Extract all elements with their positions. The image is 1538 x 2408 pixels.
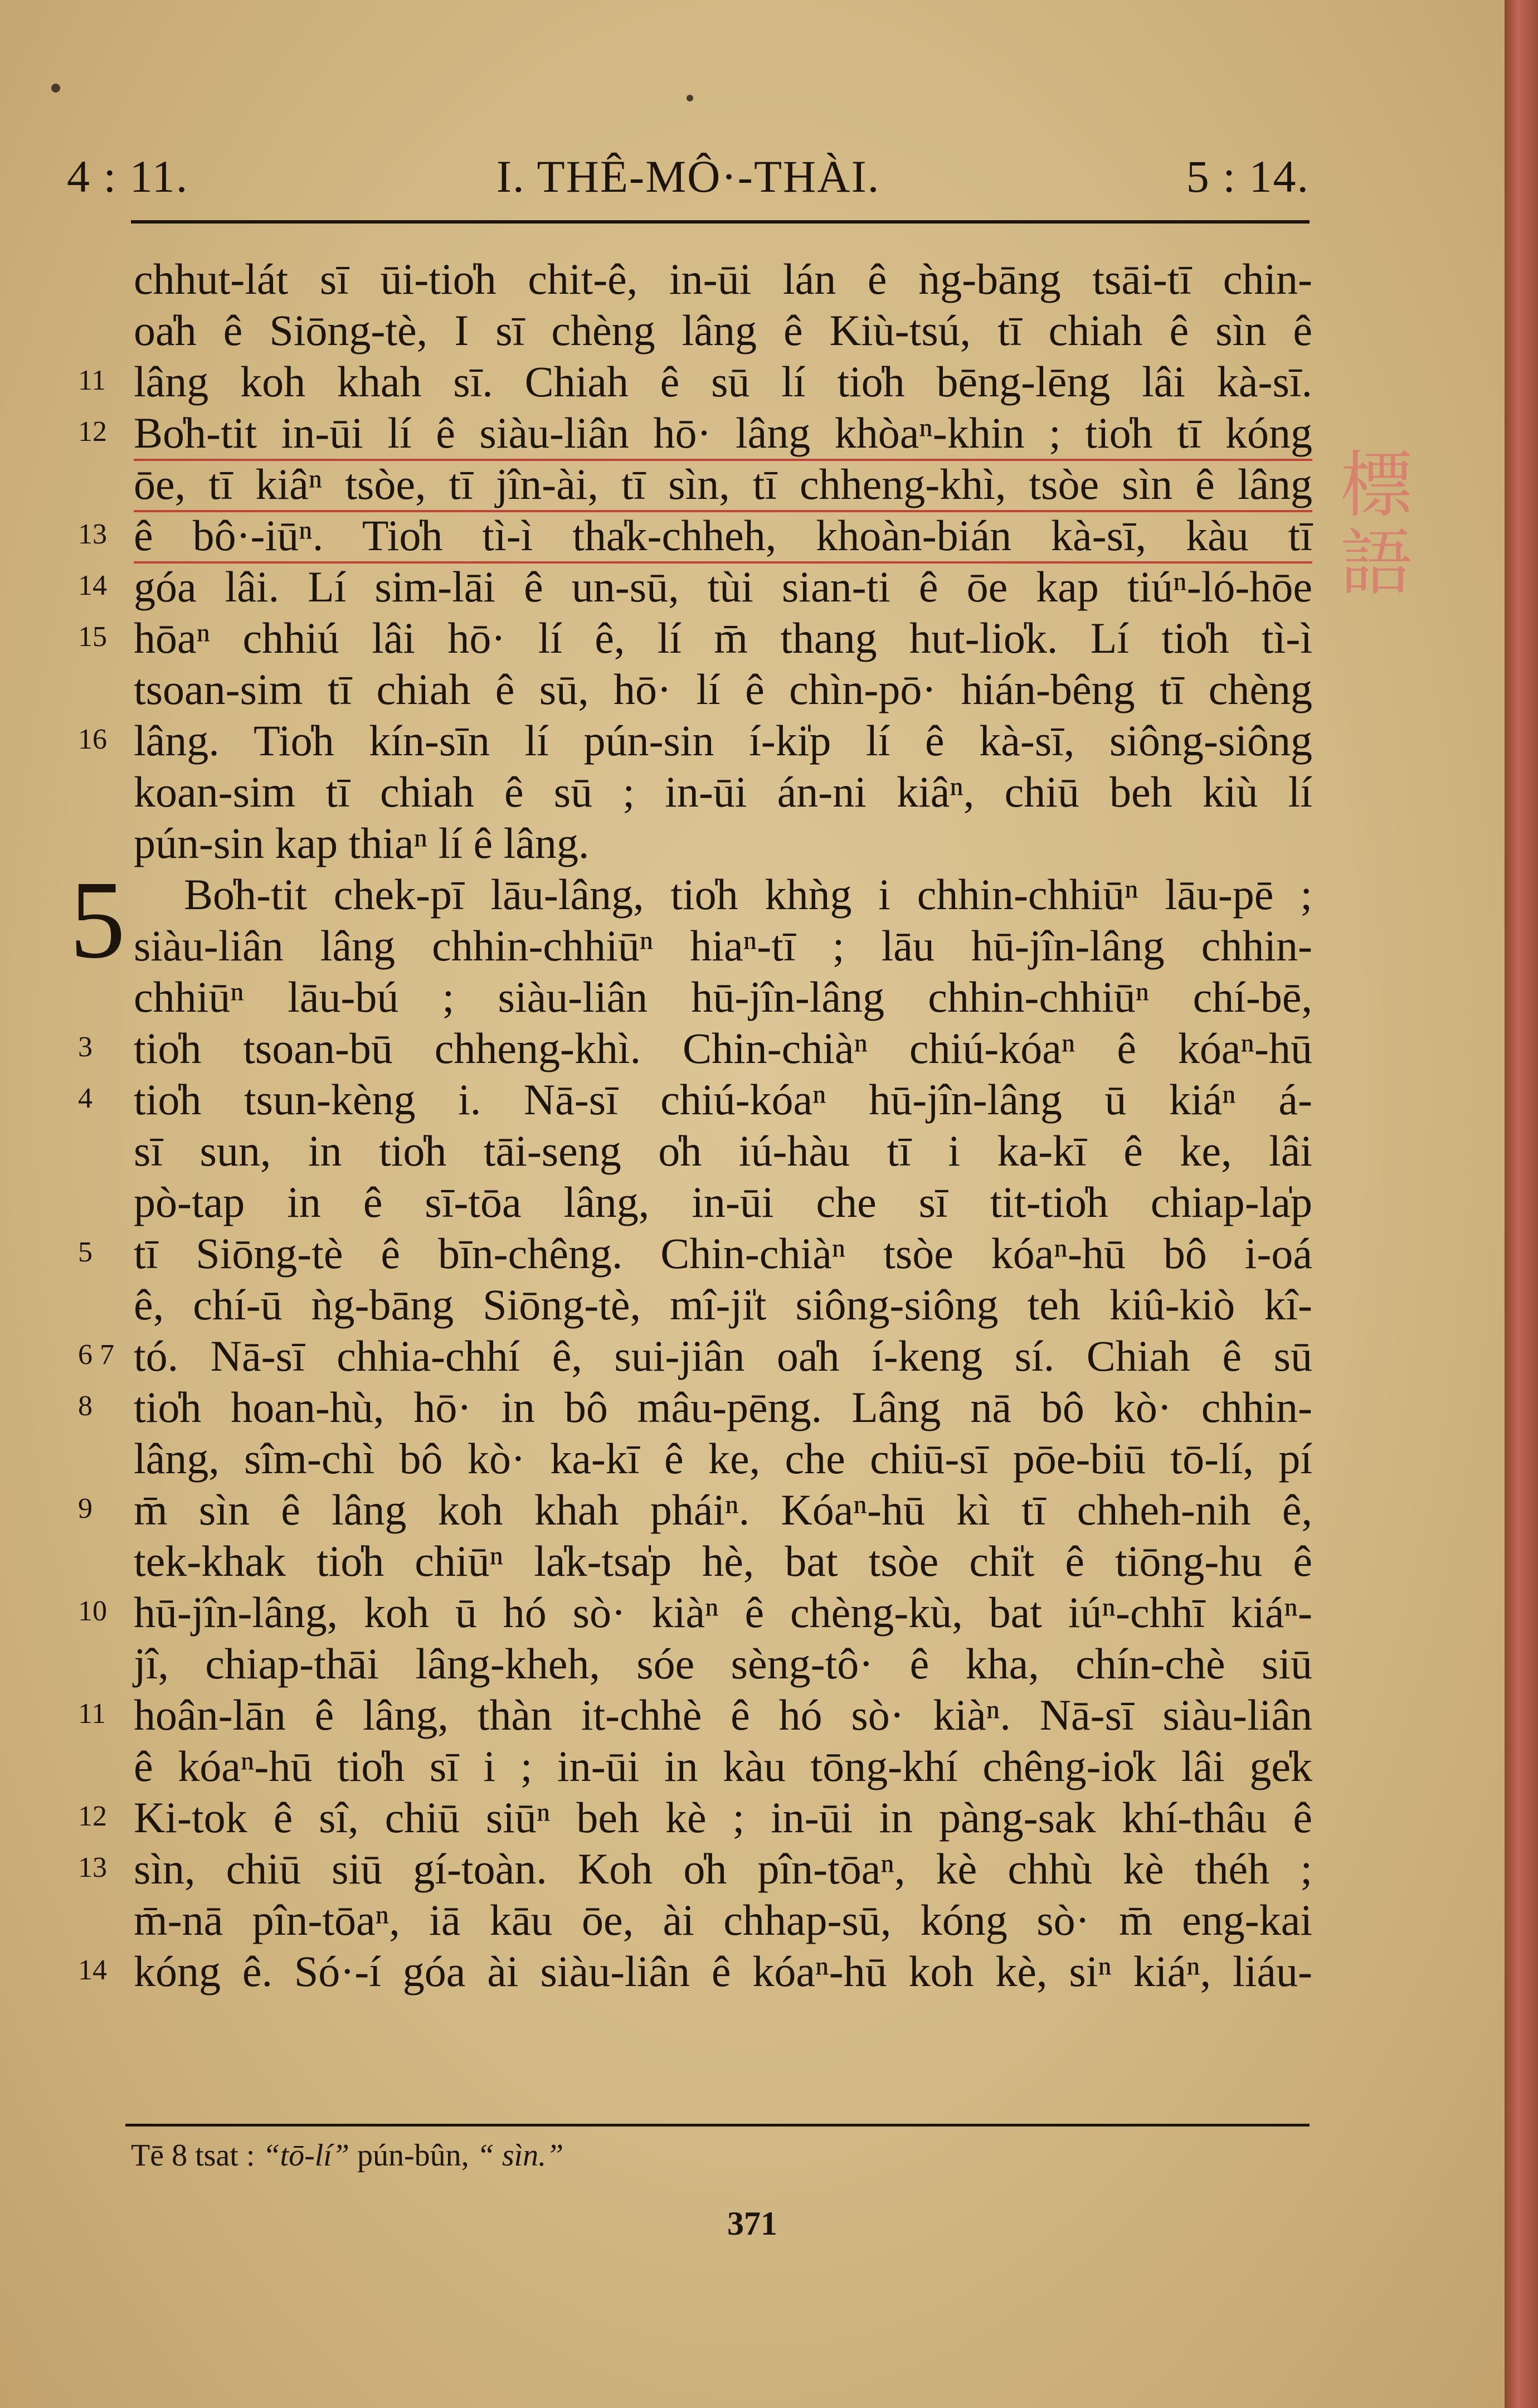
header-chapter-end: 5 : 14. — [1186, 151, 1310, 202]
text-line — [78, 1433, 1321, 1484]
verse-number: 11 — [78, 1698, 106, 1730]
verse-number: 15 — [78, 621, 107, 653]
verse-text: tī Siōng-tè ê bīn-chêng. Chin-chiàⁿ tsòe kóaⁿ-hū bô i-oá — [134, 1229, 1312, 1278]
verse-number: 14 — [78, 570, 107, 601]
verse-number: 12 — [78, 416, 107, 448]
verse-number: 10 — [78, 1595, 107, 1627]
verse-number: 3 — [78, 1031, 93, 1063]
header-title: I. THÊ-MÔ·-THÀI. — [496, 151, 880, 202]
verse-number: 12 — [78, 1800, 107, 1832]
text-line — [78, 1177, 1321, 1228]
verse-text: hōaⁿ chhiú lâi hō· lí ê, lí m̄ thang hut-lio̍k. Lí tio̍h tì-ì — [134, 614, 1312, 662]
verse-text: m̄-nā pîn-tōaⁿ, iā kāu ōe, ài chhap-sū, kóng sò· m̄ eng-kai — [134, 1896, 1312, 1944]
running-header — [67, 151, 1310, 212]
text-line — [78, 305, 1321, 356]
header-chapter-start: 4 : 11. — [67, 151, 189, 202]
page-edge — [1505, 0, 1538, 2408]
verse-number: 14 — [78, 1954, 107, 1986]
verse-text: lâng. Tio̍h kín-sīn lí pún-sin í-ki̍p lí ê kà-sī, siông-siông — [134, 716, 1312, 765]
footnote-quote-original: “tō-lí” — [262, 2138, 350, 2173]
text-line — [78, 766, 1321, 818]
footnote-quote-alt: “ sìn.” — [476, 2138, 564, 2173]
page-number: 371 — [727, 2205, 777, 2242]
verse-text: koan-sim tī chiah ê sū ; in-ūi án-ni kiâⁿ, chiū beh kiù lí — [134, 768, 1312, 816]
text-line — [78, 1741, 1321, 1792]
text-line — [78, 510, 1321, 561]
text-line — [78, 1382, 1321, 1433]
text-line — [78, 1895, 1321, 1946]
verse-number: 5 — [78, 1236, 93, 1268]
text-line — [78, 1331, 1321, 1382]
chapter-number: 5 — [70, 858, 125, 982]
text-line — [78, 1125, 1321, 1177]
text-line — [78, 1690, 1321, 1741]
verse-text: ê bô·-iūⁿ. Tio̍h tì-ì tha̍k-chheh, khoàn-bián kà-sī, kàu tī — [134, 510, 1312, 564]
text-line — [78, 818, 1321, 869]
text-line — [78, 356, 1321, 407]
verse-text: kóng ê. Só·-í góa ài siàu-liân ê kóaⁿ-hū koh kè, siⁿ kiáⁿ, liáu- — [134, 1947, 1312, 1996]
verse-number: 8 — [78, 1390, 93, 1422]
verse-text: tó. Nā-sī chhia-chhí ê, sui-jiân oa̍h í-keng sí. Chiah ê sū — [134, 1332, 1312, 1380]
verse-text: siàu-liân lâng chhin-chhiūⁿ hiaⁿ-tī ; lāu hū-jîn-lâng chhin- — [134, 921, 1312, 970]
verse-text: ê, chí-ū ǹg-bāng Siōng-tè, mî-ji̍t siông-siông teh kiû-kiò kî- — [134, 1280, 1312, 1329]
text-line — [78, 715, 1321, 766]
verse-number: 16 — [78, 724, 107, 755]
verse-text: hū-jîn-lâng, koh ū hó sò· kiàⁿ ê chèng-kù, bat iúⁿ-chhī kiáⁿ- — [134, 1588, 1312, 1637]
text-line — [78, 1587, 1321, 1638]
verse-number: 13 — [78, 518, 107, 550]
footnote-rule — [125, 2124, 1310, 2127]
verse-text: tio̍h hoan-hù, hō· in bô mâu-pēng. Lâng nā bô kò· chhin- — [134, 1383, 1312, 1431]
verse-text: sī sun, in tio̍h tāi-seng o̍h iú-hàu tī i ka-kī ê ke, lâi — [134, 1127, 1312, 1175]
verse-text: ê kóaⁿ-hū tio̍h sī i ; in-ūi in kàu tōng-khí chêng-io̍k lâi ge̍k — [134, 1742, 1312, 1790]
verse-text: Ki-tok ê sî, chiū siūⁿ beh kè ; in-ūi in pàng-sak khí-thâu ê — [134, 1793, 1312, 1842]
verse-text: tio̍h tsun-kèng i. Nā-sī chiú-kóaⁿ hū-jîn-lâng ū kiáⁿ á- — [134, 1075, 1312, 1124]
verse-number: 9 — [78, 1493, 93, 1525]
text-line — [78, 664, 1321, 715]
verse-text: ōe, tī kiâⁿ tsòe, tī jîn-ài, tī sìn, tī chheng-khì, tsòe sìn ê lâng — [134, 459, 1312, 512]
text-line — [78, 1946, 1321, 1997]
ink-speck — [687, 95, 693, 101]
verse-number: 13 — [78, 1852, 107, 1883]
verse-text: lâng, sîm-chì bô kò· ka-kī ê ke, che chiū-sī pōe-biū tō-lí, pí — [134, 1434, 1312, 1483]
footnote — [131, 2138, 563, 2173]
verse-text: tek-khak tio̍h chiūⁿ la̍k-tsa̍p hè, bat tsòe chi̍t ê tiōng-hu ê — [134, 1537, 1312, 1585]
verse-text: pò-tap in ê sī-tōa lâng, in-ūi che sī tit-tio̍h chiap-la̍p — [134, 1178, 1312, 1226]
text-line — [78, 613, 1321, 664]
text-line — [78, 1023, 1321, 1074]
text-line — [78, 1279, 1321, 1331]
text-line — [78, 1638, 1321, 1690]
verse-text: pún-sin kap thiaⁿ lí ê lâng. — [134, 819, 590, 867]
text-line — [78, 1536, 1321, 1587]
text-line — [78, 1843, 1321, 1895]
verse-text: oa̍h ê Siōng-tè, I sī chèng lâng ê Kiù-tsú, tī chiah ê sìn ê — [134, 306, 1312, 355]
verse-text: Bo̍h-tit chek-pī lāu-lâng, tio̍h khǹg i chhin-chhiūⁿ lāu-pē ; — [184, 870, 1312, 919]
text-line — [78, 407, 1321, 459]
text-line — [78, 972, 1321, 1023]
header-rule — [131, 220, 1310, 224]
verse-text: m̄ sìn ê lâng koh khah pháiⁿ. Kóaⁿ-hū kì tī chheh-nih ê, — [134, 1485, 1312, 1534]
text-line — [78, 561, 1321, 613]
ink-speck — [51, 84, 60, 93]
text-line — [78, 459, 1321, 510]
verse-number: 4 — [78, 1082, 93, 1114]
verse-number: 6 7 — [78, 1339, 114, 1371]
verse-text: hoân-lān ê lâng, thàn it-chhè ê hó sò· kiàⁿ. Nā-sī siàu-liân — [134, 1691, 1312, 1739]
scripture-text — [70, 254, 1321, 1997]
footnote-middle: pún-bûn, — [357, 2138, 469, 2173]
verse-text: sìn, chiū siū gí-toàn. Koh o̍h pîn-tōaⁿ, kè chhù kè théh ; — [134, 1844, 1312, 1893]
verse-text: tsoan-sim tī chiah ê sū, hō· lí ê chìn-pō· hián-bêng tī chèng — [134, 665, 1312, 713]
text-line — [78, 1484, 1321, 1536]
verse-text: chhut-lát sī ūi-tio̍h chit-ê, in-ūi lán ê ǹg-bāng tsāi-tī chin- — [134, 255, 1312, 303]
verse-text: góa lâi. Lí sim-lāi ê un-sū, tùi sian-ti ê ōe kap tiúⁿ-ló-hōe — [134, 562, 1312, 611]
text-line — [78, 254, 1321, 305]
text-line — [78, 1074, 1321, 1125]
verse-text: tio̍h tsoan-bū chheng-khì. Chin-chiàⁿ chiú-kóaⁿ ê kóaⁿ-hū — [134, 1024, 1312, 1072]
text-line — [78, 920, 1321, 972]
red-stamp: 標語 — [1340, 443, 1413, 605]
verse-text: Bo̍h-tit in-ūi lí ê siàu-liân hō· lâng khòaⁿ-khin ; tio̍h tī kóng — [134, 407, 1312, 461]
verse-text: lâng koh khah sī. Chiah ê sū lí tio̍h bēng-lēng lâi kà-sī. — [134, 357, 1312, 406]
footnote-prefix: Tē 8 tsat : — [131, 2138, 255, 2173]
text-line — [78, 1792, 1321, 1843]
verse-text: jî, chiap-thāi lâng-kheh, sóe sèng-tô· ê kha, chín-chè siū — [134, 1639, 1312, 1688]
verse-text: chhiūⁿ lāu-bú ; siàu-liân hū-jîn-lâng chhin-chhiūⁿ chí-bē, — [134, 973, 1312, 1021]
text-line — [78, 1228, 1321, 1279]
verse-number: 11 — [78, 365, 106, 396]
